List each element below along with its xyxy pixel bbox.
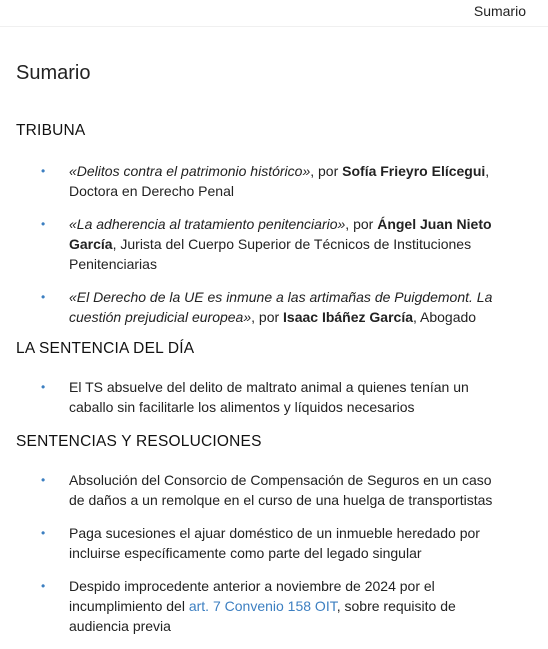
list-item[interactable] [0, 287, 548, 327]
article-title: «El Derecho de la UE es inmune a las artimañas de Puigdemont. La cuestión prejudicial europea» [69, 289, 493, 325]
item-text: El TS absuelve del delito de maltrato animal a quienes tenían un caballo sin facilitarle los alimentos y líquidos necesarios [69, 379, 469, 415]
bullet-icon: • [41, 290, 46, 304]
item-text: Despido improcedente anterior a noviembre de 2024 por el incumplimiento del [69, 578, 435, 614]
author-name: Isaac Ibáñez García [283, 309, 413, 325]
bullet-icon: • [41, 526, 46, 540]
author-name: Sofía Frieyro Elícegui [342, 163, 486, 179]
sentencia-list [0, 377, 548, 430]
page-title: Sumario [16, 62, 91, 84]
item-text: Paga sucesiones el ajuar doméstico de un inmueble heredado por incluirse específicamente como parte del legado singular [69, 525, 480, 561]
author-role: , Doctora en Derecho Penal [69, 163, 490, 199]
article-title: «La adherencia al tratamiento penitenciario» [69, 216, 346, 232]
bullet-icon: • [41, 473, 46, 487]
bullet-icon: • [41, 164, 46, 178]
article-title: «Delitos contra el patrimonio histórico» [69, 163, 311, 179]
author-name: Ángel Juan Nieto García [69, 216, 492, 252]
item-text: Absolución del Consorcio de Compensación de Seguros en un caso de daños a un remolque en el curso de una huelga de transportistas [69, 472, 493, 508]
author-role: , Abogado [413, 309, 477, 325]
list-item[interactable] [0, 576, 548, 636]
topbar-summary-link[interactable]: Sumario [473, 3, 526, 19]
bullet-icon: • [41, 217, 46, 231]
bullet-icon: • [41, 579, 46, 593]
list-item[interactable] [0, 161, 548, 201]
section-heading-sentencia-del-dia: LA SENTENCIA DEL DÍA [16, 340, 195, 357]
by-text: , por [345, 216, 378, 232]
convenio-link[interactable]: art. 7 Convenio 158 OIT [188, 598, 337, 614]
item-text-tail: , sobre requisito de audiencia previa [69, 598, 456, 634]
list-item[interactable] [0, 523, 548, 563]
tribuna-list [0, 161, 548, 340]
section-heading-tribuna: TRIBUNA [16, 122, 86, 139]
sentencias-list [0, 470, 548, 649]
author-role: , Jurista del Cuerpo Superior de Técnicos de Instituciones Penitenciarias [69, 236, 472, 272]
list-item[interactable] [0, 377, 548, 417]
section-heading-sentencias-resoluciones: SENTENCIAS Y RESOLUCIONES [16, 433, 262, 450]
by-text: , por [251, 309, 284, 325]
list-item[interactable] [0, 470, 548, 510]
by-text: , por [310, 163, 343, 179]
bullet-icon: • [41, 380, 46, 394]
top-bar [0, 0, 548, 27]
list-item[interactable] [0, 214, 548, 274]
